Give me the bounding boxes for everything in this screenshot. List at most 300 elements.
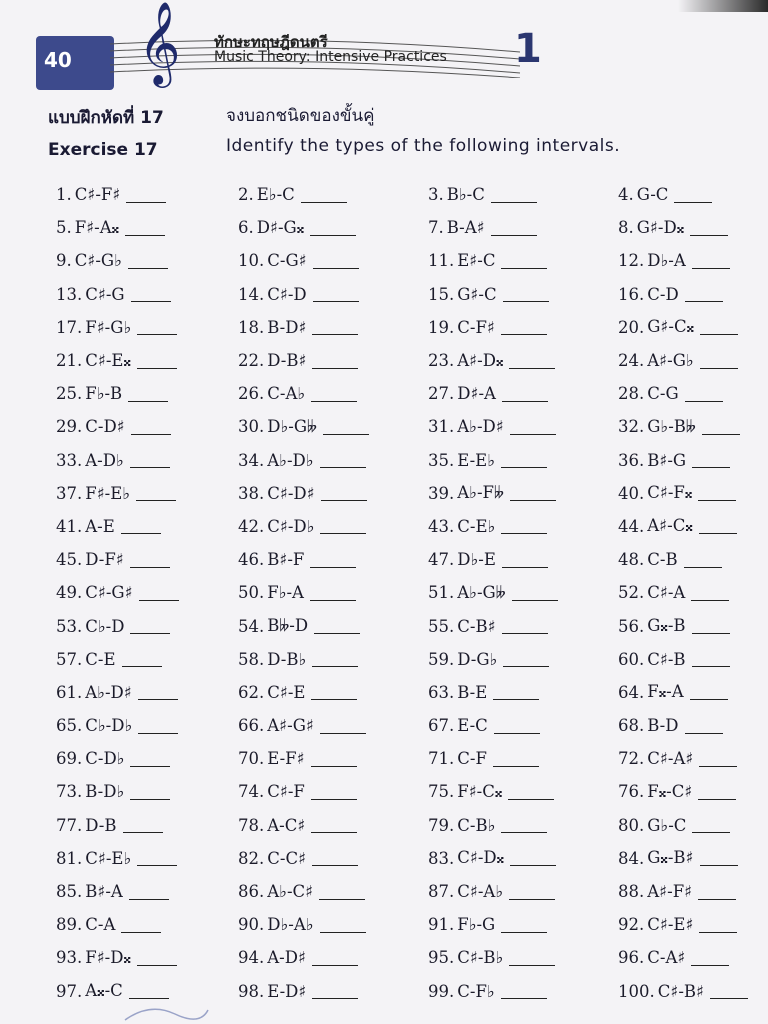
item-number: 39. (428, 483, 455, 503)
interval-label: A♯-C𝄪 (647, 516, 693, 536)
item-number: 47. (428, 550, 455, 570)
item-number: 18. (238, 317, 265, 337)
interval-item (618, 344, 756, 377)
answer-blank[interactable] (130, 632, 170, 634)
interval-item (238, 311, 428, 344)
item-number: 62. (238, 682, 265, 702)
answer-blank[interactable] (130, 798, 170, 800)
item-number: 25. (56, 384, 83, 404)
answer-blank[interactable] (674, 201, 712, 203)
interval-label: A-D♯ (267, 948, 306, 968)
interval-label: G♯-C𝄪 (647, 317, 695, 337)
answer-blank[interactable] (698, 898, 736, 900)
answer-blank[interactable] (691, 599, 729, 601)
interval-label: C♯-F♯ (74, 185, 121, 205)
interval-item (238, 975, 428, 1008)
interval-label: B♯-F (267, 550, 305, 570)
interval-item (428, 543, 618, 576)
answer-blank[interactable] (122, 665, 162, 667)
item-number: 14. (238, 284, 265, 304)
interval-label: D-F♯ (85, 550, 124, 570)
answer-blank[interactable] (129, 898, 169, 900)
interval-label: C♯-B♯ (657, 981, 705, 1001)
item-number: 26. (238, 384, 265, 404)
answer-blank[interactable] (311, 831, 357, 833)
item-number: 34. (238, 450, 265, 470)
interval-item (618, 643, 756, 676)
interval-item (618, 410, 756, 443)
answer-blank[interactable] (312, 665, 358, 667)
item-number: 11. (428, 251, 455, 271)
answer-blank[interactable] (138, 732, 178, 734)
answer-blank[interactable] (123, 831, 163, 833)
answer-blank[interactable] (129, 997, 169, 999)
interval-item (618, 908, 756, 941)
answer-blank[interactable] (311, 698, 357, 700)
answer-blank[interactable] (510, 864, 556, 866)
item-number: 79. (428, 815, 455, 835)
answer-blank[interactable] (684, 566, 722, 568)
answer-blank[interactable] (137, 367, 177, 369)
interval-label: C-A♯ (647, 948, 686, 968)
answer-blank[interactable] (692, 831, 730, 833)
interval-label: C♭-D (85, 616, 125, 636)
item-number: 28. (618, 384, 645, 404)
item-number: 5. (56, 218, 72, 238)
interval-label: C♯-D♭ (267, 516, 315, 536)
item-number: 69. (56, 749, 83, 769)
interval-item (56, 875, 238, 908)
answer-blank[interactable] (493, 765, 539, 767)
interval-label: C♯-A♯ (647, 749, 694, 769)
item-number: 12. (618, 251, 645, 271)
answer-blank[interactable] (493, 698, 539, 700)
interval-item (618, 709, 756, 742)
item-number: 20. (618, 317, 645, 337)
answer-blank[interactable] (310, 599, 356, 601)
answer-blank[interactable] (501, 267, 547, 269)
answer-blank[interactable] (126, 201, 166, 203)
answer-blank[interactable] (310, 566, 356, 568)
answer-blank[interactable] (494, 732, 540, 734)
answer-blank[interactable] (319, 898, 365, 900)
answer-blank[interactable] (702, 433, 740, 435)
answer-blank[interactable] (692, 665, 730, 667)
interval-item (428, 278, 618, 311)
item-number: 61. (56, 682, 83, 702)
answer-blank[interactable] (491, 201, 537, 203)
answer-blank[interactable] (699, 931, 737, 933)
interval-item (618, 576, 756, 609)
interval-item (238, 676, 428, 709)
interval-item (56, 643, 238, 676)
answer-blank[interactable] (301, 201, 347, 203)
interval-label: C-A♭ (267, 384, 306, 404)
item-number: 55. (428, 616, 455, 636)
interval-label: F♯-C𝄪 (457, 781, 503, 801)
answer-blank[interactable] (512, 599, 558, 601)
interval-label: G♯-D𝄪 (636, 217, 685, 237)
item-number: 66. (238, 716, 265, 736)
answer-blank[interactable] (321, 499, 367, 501)
answer-blank[interactable] (700, 864, 738, 866)
answer-blank[interactable] (692, 632, 730, 634)
answer-blank[interactable] (685, 400, 723, 402)
interval-item (428, 410, 618, 443)
answer-blank[interactable] (128, 400, 168, 402)
answer-blank[interactable] (502, 632, 548, 634)
answer-blank[interactable] (700, 367, 738, 369)
interval-label: A♭-D♯ (85, 682, 132, 702)
interval-item (618, 377, 756, 410)
interval-label: E♯-C (457, 251, 496, 271)
answer-blank[interactable] (699, 765, 737, 767)
item-number: 35. (428, 450, 455, 470)
answer-blank[interactable] (690, 234, 728, 236)
item-number: 57. (56, 649, 83, 669)
interval-item (618, 742, 756, 775)
item-number: 21. (56, 351, 83, 371)
item-number: 100. (618, 981, 655, 1001)
answer-blank[interactable] (503, 665, 549, 667)
interval-item (238, 377, 428, 410)
item-number: 80. (618, 815, 645, 835)
item-number: 58. (238, 649, 265, 669)
answer-blank[interactable] (503, 300, 549, 302)
item-number: 63. (428, 682, 455, 702)
answer-blank[interactable] (131, 433, 171, 435)
interval-item (238, 775, 428, 808)
item-number: 29. (56, 417, 83, 437)
interval-label: G♭-C (647, 815, 687, 835)
answer-blank[interactable] (137, 333, 177, 335)
interval-label: C-G (647, 384, 679, 404)
interval-label: C-G♯ (267, 251, 307, 271)
answer-blank[interactable] (312, 964, 358, 966)
interval-label: E-D♯ (267, 981, 307, 1001)
item-number: 3. (428, 185, 444, 205)
interval-item (238, 609, 428, 642)
answer-blank[interactable] (312, 333, 358, 335)
interval-label: C-D♭ (85, 749, 125, 769)
interval-item (428, 178, 618, 211)
answer-blank[interactable] (501, 466, 547, 468)
interval-label: G𝄪-B♯ (647, 848, 694, 868)
answer-blank[interactable] (138, 698, 178, 700)
interval-item (238, 344, 428, 377)
answer-blank[interactable] (323, 433, 369, 435)
interval-label: F𝄪-C♯ (647, 781, 693, 801)
answer-blank[interactable] (509, 964, 555, 966)
item-number: 89. (56, 915, 83, 935)
answer-blank[interactable] (501, 931, 547, 933)
interval-label: F♭-B (85, 384, 123, 404)
item-number: 75. (428, 782, 455, 802)
interval-exercise-grid (56, 178, 756, 1008)
interval-label: C♯-G♭ (74, 251, 122, 271)
item-number: 99. (428, 981, 455, 1001)
answer-blank[interactable] (510, 433, 556, 435)
item-number: 54. (238, 616, 265, 636)
interval-label: C♯-E𝄪 (85, 350, 131, 370)
answer-blank[interactable] (313, 300, 359, 302)
answer-blank[interactable] (491, 234, 537, 236)
answer-blank[interactable] (311, 765, 357, 767)
interval-label: A-D♭ (85, 450, 124, 470)
interval-item (618, 809, 756, 842)
interval-label: F♭-G (457, 915, 496, 935)
interval-label: C♯-D (267, 284, 307, 304)
answer-blank[interactable] (699, 532, 737, 534)
interval-label: B-E (457, 682, 488, 702)
item-number: 51. (428, 583, 455, 603)
item-number: 73. (56, 782, 83, 802)
item-number: 48. (618, 550, 645, 570)
interval-item (618, 676, 756, 709)
answer-blank[interactable] (137, 864, 177, 866)
interval-label: A♭-G𝄫 (457, 582, 506, 602)
interval-item (56, 377, 238, 410)
item-number: 78. (238, 815, 265, 835)
interval-label: D-B♯ (267, 351, 307, 371)
answer-blank[interactable] (698, 499, 736, 501)
interval-label: A♭-F𝄫 (457, 483, 504, 503)
answer-blank[interactable] (685, 732, 723, 734)
item-number: 44. (618, 516, 645, 536)
item-number: 49. (56, 583, 83, 603)
answer-blank[interactable] (130, 765, 170, 767)
interval-item (428, 510, 618, 543)
interval-label: E-F♯ (267, 749, 305, 769)
interval-label: E♭-C (256, 185, 295, 205)
interval-label: F♭-A (267, 583, 304, 603)
interval-label: B-D (647, 716, 679, 736)
item-number: 67. (428, 716, 455, 736)
interval-item (428, 975, 618, 1008)
item-number: 96. (618, 948, 645, 968)
answer-blank[interactable] (691, 964, 729, 966)
item-number: 83. (428, 848, 455, 868)
answer-blank[interactable] (312, 864, 358, 866)
answer-blank[interactable] (509, 898, 555, 900)
instruction-thai: จงบอกชนิดของขั้นคู่ (226, 106, 375, 126)
item-number: 9. (56, 251, 72, 271)
item-number: 94. (238, 948, 265, 968)
interval-item (56, 344, 238, 377)
interval-item (618, 311, 756, 344)
volume-number: 1 (514, 26, 542, 72)
answer-blank[interactable] (510, 499, 556, 501)
interval-label: C-B (647, 550, 678, 570)
interval-item (238, 278, 428, 311)
item-number: 92. (618, 915, 645, 935)
interval-item (56, 178, 238, 211)
answer-blank[interactable] (700, 333, 738, 335)
interval-label: C♭-D♭ (85, 716, 133, 736)
interval-label: C-A (85, 915, 116, 935)
interval-item (618, 510, 756, 543)
interval-label: A♯-G♭ (647, 351, 694, 371)
answer-blank[interactable] (692, 267, 730, 269)
answer-blank[interactable] (125, 234, 165, 236)
answer-blank[interactable] (690, 698, 728, 700)
book-title-english: Music Theory: Intensive Practices (214, 49, 447, 65)
interval-item (56, 842, 238, 875)
interval-item (238, 809, 428, 842)
decorative-swirl (120, 1000, 210, 1024)
interval-item (56, 444, 238, 477)
interval-item (618, 975, 756, 1008)
answer-blank[interactable] (312, 367, 358, 369)
answer-blank[interactable] (501, 333, 547, 335)
interval-item (56, 278, 238, 311)
answer-blank[interactable] (311, 798, 357, 800)
item-number: 52. (618, 583, 645, 603)
item-number: 23. (428, 351, 455, 371)
answer-blank[interactable] (131, 300, 171, 302)
interval-item (618, 609, 756, 642)
answer-blank[interactable] (501, 532, 547, 534)
interval-label: C-B♭ (457, 815, 496, 835)
answer-blank[interactable] (311, 400, 357, 402)
item-number: 87. (428, 882, 455, 902)
item-number: 27. (428, 384, 455, 404)
answer-blank[interactable] (320, 732, 366, 734)
item-number: 45. (56, 550, 83, 570)
interval-label: C♯-F (267, 782, 305, 802)
interval-label: D♭-G𝄫 (267, 416, 317, 436)
interval-item (56, 477, 238, 510)
answer-blank[interactable] (310, 234, 356, 236)
item-number: 95. (428, 948, 455, 968)
interval-label: C♯-E♯ (647, 915, 694, 935)
interval-item (618, 543, 756, 576)
interval-item (238, 178, 428, 211)
item-number: 53. (56, 616, 83, 636)
answer-blank[interactable] (121, 532, 161, 534)
interval-label: E-E♭ (457, 450, 496, 470)
interval-label: G♭-B𝄫 (647, 416, 696, 436)
item-number: 24. (618, 351, 645, 371)
page-header (0, 0, 768, 100)
interval-label: C-B♯ (457, 616, 496, 636)
interval-item (428, 244, 618, 277)
interval-item (238, 510, 428, 543)
item-number: 19. (428, 317, 455, 337)
item-number: 56. (618, 616, 645, 636)
item-number: 68. (618, 716, 645, 736)
item-number: 72. (618, 749, 645, 769)
interval-label: B♭-C (446, 185, 485, 205)
answer-blank[interactable] (130, 566, 170, 568)
item-number: 76. (618, 782, 645, 802)
answer-blank[interactable] (698, 798, 736, 800)
answer-blank[interactable] (130, 466, 170, 468)
answer-blank[interactable] (320, 931, 366, 933)
page-number-badge (36, 36, 114, 90)
answer-blank[interactable] (136, 499, 176, 501)
answer-blank[interactable] (508, 798, 554, 800)
interval-label: C-E♭ (457, 516, 496, 536)
interval-item (428, 908, 618, 941)
item-number: 16. (618, 284, 645, 304)
interval-item (428, 775, 618, 808)
item-number: 33. (56, 450, 83, 470)
interval-item (238, 410, 428, 443)
interval-label: C-D (647, 284, 679, 304)
item-number: 37. (56, 483, 83, 503)
interval-item (56, 244, 238, 277)
interval-item (618, 444, 756, 477)
interval-item (238, 477, 428, 510)
interval-label: F♯-A𝄪 (74, 217, 120, 237)
item-number: 85. (56, 882, 83, 902)
answer-blank[interactable] (502, 566, 548, 568)
interval-label: C♯-G♯ (85, 583, 133, 603)
treble-clef-icon: 𝄞 (138, 0, 181, 84)
answer-blank[interactable] (320, 532, 366, 534)
answer-blank[interactable] (320, 466, 366, 468)
interval-item (428, 311, 618, 344)
interval-label: A♭-D♭ (267, 450, 314, 470)
interval-item (56, 510, 238, 543)
item-number: 32. (618, 417, 645, 437)
interval-item (238, 842, 428, 875)
interval-item (238, 908, 428, 941)
item-number: 59. (428, 649, 455, 669)
interval-label: A♯-F♯ (647, 882, 693, 902)
interval-item (56, 543, 238, 576)
answer-blank[interactable] (685, 300, 723, 302)
answer-blank[interactable] (121, 931, 161, 933)
interval-label: C-D♯ (85, 417, 125, 437)
item-number: 4. (618, 185, 634, 205)
answer-blank[interactable] (128, 267, 168, 269)
answer-blank[interactable] (501, 997, 547, 999)
answer-blank[interactable] (710, 997, 748, 999)
answer-blank[interactable] (502, 400, 548, 402)
answer-blank[interactable] (501, 831, 547, 833)
interval-label: F♯-E♭ (85, 483, 131, 503)
item-number: 88. (618, 882, 645, 902)
interval-label: C-F (457, 749, 487, 769)
interval-item (56, 576, 238, 609)
interval-label: F𝄪-A (647, 682, 684, 702)
item-number: 13. (56, 284, 83, 304)
interval-item (56, 676, 238, 709)
item-number: 36. (618, 450, 645, 470)
item-number: 93. (56, 948, 83, 968)
answer-blank[interactable] (139, 599, 179, 601)
interval-item (428, 643, 618, 676)
interval-item (238, 244, 428, 277)
interval-label: G♯-C (457, 284, 497, 304)
interval-label: A♯-D𝄪 (457, 350, 504, 370)
answer-blank[interactable] (312, 997, 358, 999)
answer-blank[interactable] (509, 367, 555, 369)
interval-item (618, 842, 756, 875)
answer-blank[interactable] (692, 466, 730, 468)
interval-item (428, 576, 618, 609)
item-number: 60. (618, 649, 645, 669)
answer-blank[interactable] (137, 964, 177, 966)
answer-blank[interactable] (313, 267, 359, 269)
answer-blank[interactable] (314, 632, 360, 634)
interval-label: C-E (85, 649, 116, 669)
interval-label: A-C♯ (267, 815, 306, 835)
interval-label: B♯-G (647, 450, 687, 470)
interval-item (618, 178, 756, 211)
